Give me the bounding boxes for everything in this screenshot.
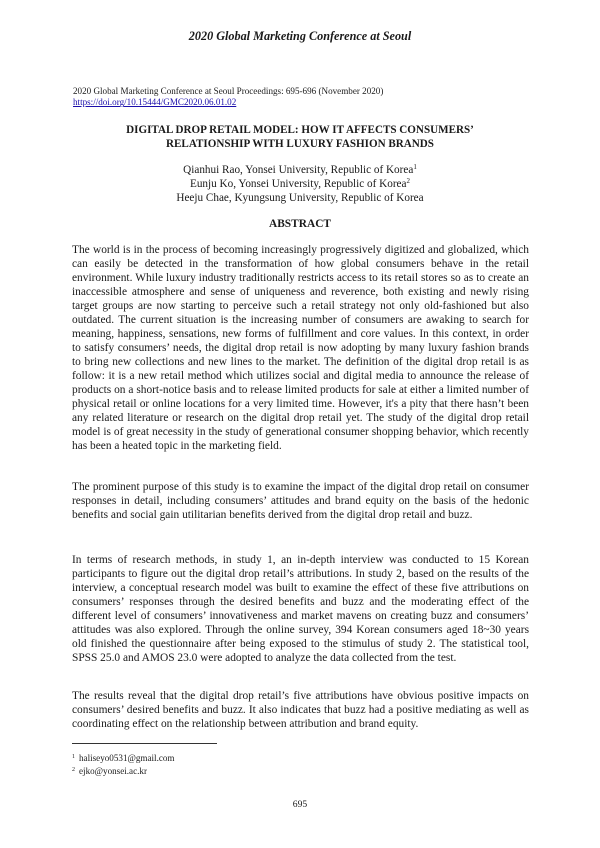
title-line-1: DIGITAL DROP RETAIL MODEL: HOW IT AFFECTS CONSUMERS’	[126, 124, 474, 136]
footnote-item: $^1$ haliseyo0531@gmail.com	[72, 753, 175, 763]
author-line: Qianhui Rao, Yonsei University, Republic of Korea$^1$	[183, 163, 417, 176]
abstract-paragraph: The prominent purpose of this study is to examine the impact of the digital drop retail on consumer responses in detail, including consumers’ attitudes and brand equity on the basis of the hedonic benefits and social gain utilitarian benefits derived from the digital drop retail and buzz.	[72, 481, 529, 521]
running-header: 2020 Global Marketing Conference at Seoul	[188, 29, 412, 43]
abstract-paragraph: In terms of research methods, in study 1, an in-depth interview was conducted to 15 Korean participants to figure out the digital drop retail’s attributions. In study 2, based on the results of the interview, a conceptual research model was built to examine the effect of these five attributions on consumers’ responses through the desired benefits and buzz and the moderating effect of the different level of consumers’ innovativeness and market mavens on creating buzz and consumers’ attitudes was also explored. Through the online survey, 394 Korean consumers aged 18~30 years old finished the questionnaire after being exposed to the stimulus of study 2. The statistical tool, SPSS 25.0 and AMOS 23.0 were adopted to analyze the data collected from the test.	[72, 554, 529, 664]
footnote-item: $^2$ ejko@yonsei.ac.kr	[72, 766, 147, 776]
footnotes	[72, 752, 372, 778]
author-list	[60, 163, 540, 205]
footnote-email: ejko@yonsei.ac.kr	[79, 766, 147, 776]
proceedings-info	[73, 86, 533, 109]
abstract-paragraph: The results reveal that the digital drop retail’s five attributions have obvious positive impacts on consumers’ desired benefits and buzz. It also indicates that buzz had a positive mediating as well as coordinating effect on the relationship between attribution and brand equity.	[72, 690, 529, 730]
footnote-email: haliseyo0531@gmail.com	[79, 753, 175, 763]
author-line: Eunju Ko, Yonsei University, Republic of Korea$^2$	[190, 177, 410, 191]
proceedings-citation: 2020 Global Marketing Conference at Seoul Proceedings: 695-696 (November 2020)	[73, 86, 384, 96]
doi-link[interactable]: https://doi.org/10.15444/GMC2020.06.01.02	[73, 97, 237, 108]
page-number: 695	[292, 799, 308, 810]
title-line-2: RELATIONSHIP WITH LUXURY FASHION BRANDS	[166, 138, 434, 151]
footnote-marker: 2	[406, 177, 410, 186]
author-line: Heeju Chae, Kyungsung University, Republic of Korea	[176, 192, 424, 205]
abstract-heading: ABSTRACT	[268, 218, 332, 230]
abstract-paragraph: The world is in the process of becoming increasingly progressively digitized and globalized, which can easily be detected in the transformation of how global consumers behave in the retail environment. While luxury industry traditionally restricts access to its retail stores so as to create an inaccessible atmosphere and sense of uniqueness and reverence, both existing and newly rising target groups are now starting to perceive such a retail strategy not only old-fashioned but also outdated. The current situation is the increasing number of consumers are awaking to search for meaning, happiness, sensations, new forms of fulfillment and core values. In this context, in order to satisfy consumers’ needs, the digital drop retail is now adopting by many luxury fashion brands to bring new collections and new lines to the market. The definition of the digital drop retail is as follow: it is a new retail method which utilizes social and digital media to announce the release of products on a short-notice basis and to release limited products for sale at either a limited number of physical retail or online locations for a very limited time. However, it's a pity that there hasn’t been any related literature or research on the digital drop retail yet. The study of the digital drop retail model is of great necessity in the study of generational consumer shopping behavior, which recently has been a heated topic in the marketing field.	[72, 244, 529, 452]
paper-title	[60, 123, 540, 151]
footnote-divider	[72, 743, 217, 744]
footnote-marker: 1	[413, 163, 417, 171]
